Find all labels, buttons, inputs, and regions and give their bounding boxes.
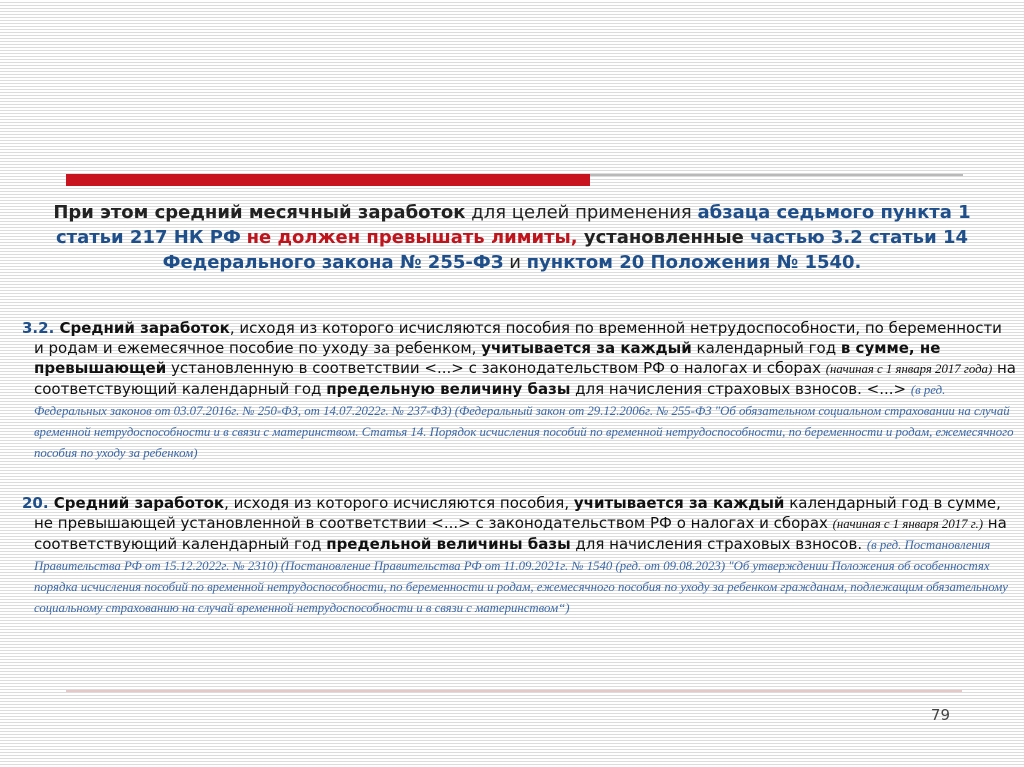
para2-s2: , исходя из которого исчисляются пособия, [224, 494, 574, 512]
para1-s7: (начиная с 1 января 2017 года) [825, 362, 993, 376]
bottom-rule [66, 690, 962, 692]
paragraph-3-2 [22, 318, 1016, 463]
intro-s6: установленные [577, 227, 744, 248]
red-header-bar [66, 174, 590, 186]
para1-s6: установленную в соответствии <...> с законодательством РФ о налогах и сборах [166, 359, 826, 377]
para2-s3: учитывается за каждый [573, 494, 785, 512]
para1-s3: учитывается за каждый [481, 339, 692, 357]
para1-s5: в сумме, не превышающей [34, 339, 941, 377]
para1-s10: для начисления страховых взносов. <...> [570, 380, 911, 398]
intro-s2: для целей применения [465, 202, 698, 223]
intro-s1: При этом средний месячный заработок [53, 202, 466, 223]
intro-s9: и [503, 252, 527, 273]
para1-s4: календарный год [691, 339, 841, 357]
para2-s7: предельной величины базы [326, 535, 571, 553]
para1-s2: , исходя из которого исчисляются пособия по временной нетрудоспособности, по беременности и родам и ежемесячное пособие по уходу за ребенком, [34, 319, 1002, 357]
intro-s7: частью 3.2 статьи 14 [743, 227, 968, 248]
para2-s5: (начиная с 1 января 2017 г.) [832, 517, 984, 531]
para1-number: 3.2. [22, 319, 55, 337]
para1-s8: на соответствующий календарный год [34, 359, 1016, 398]
intro-paragraph [22, 200, 1002, 275]
para2-number: 20. [22, 494, 49, 512]
page-number: 79 [930, 706, 950, 724]
para2-s4: календарный год в сумме, не превышающей установленной в соответствии <...> с законодательством РФ о налогах и сборах [34, 494, 1001, 532]
para1-s1: Средний заработок [54, 319, 230, 337]
intro-s10: пунктом 20 Положения № 1540. [526, 252, 862, 273]
para2-s8: для начисления страховых взносов. [570, 535, 867, 553]
paragraph-20 [22, 493, 1016, 618]
para1-s9: предельную величину базы [326, 380, 571, 398]
para2-note: (в ред. Постановления Правительства РФ от 15.12.2022г. № 2310) (Постановление Правительства РФ от 11.09.2021г. № 1540 (ред. от 09.08.2023) "Об утверждении Положения об особенностях порядка исчисления пособий по временной нетрудоспособности, по беременности и родам, ежемесячного пособия по уходу за ребенком гражданам, подлежащим обязательному социальному страхованию на случай временной нетрудоспособности и в связи с материнством“) [34, 538, 1008, 615]
gray-header-rule [590, 174, 963, 176]
intro-s5: не должен превышать лимиты, [246, 227, 578, 248]
para2-s6: на соответствующий календарный год [34, 514, 1007, 553]
intro-s3: абзаца седьмого пункта 1 статьи 217 НК РФ [55, 202, 971, 248]
para2-s1: Средний заработок [48, 494, 225, 512]
para1-note: (в ред. Федеральных законов от 03.07.2016г. № 250-ФЗ, от 14.07.2022г. № 237-ФЗ) (Федеральный закон от 29.12.2006г. № 255-ФЗ "Об обязательном социальном страховании на случай временной нетрудоспособности и в связи с материнством. Статья 14. Порядок исчисления пособий по временной нетрудоспособности, по беременности и родам, ежемесячного пособия по уходу за ребенком) [34, 383, 1014, 460]
intro-s8: Федерального закона № 255-ФЗ [162, 252, 504, 273]
